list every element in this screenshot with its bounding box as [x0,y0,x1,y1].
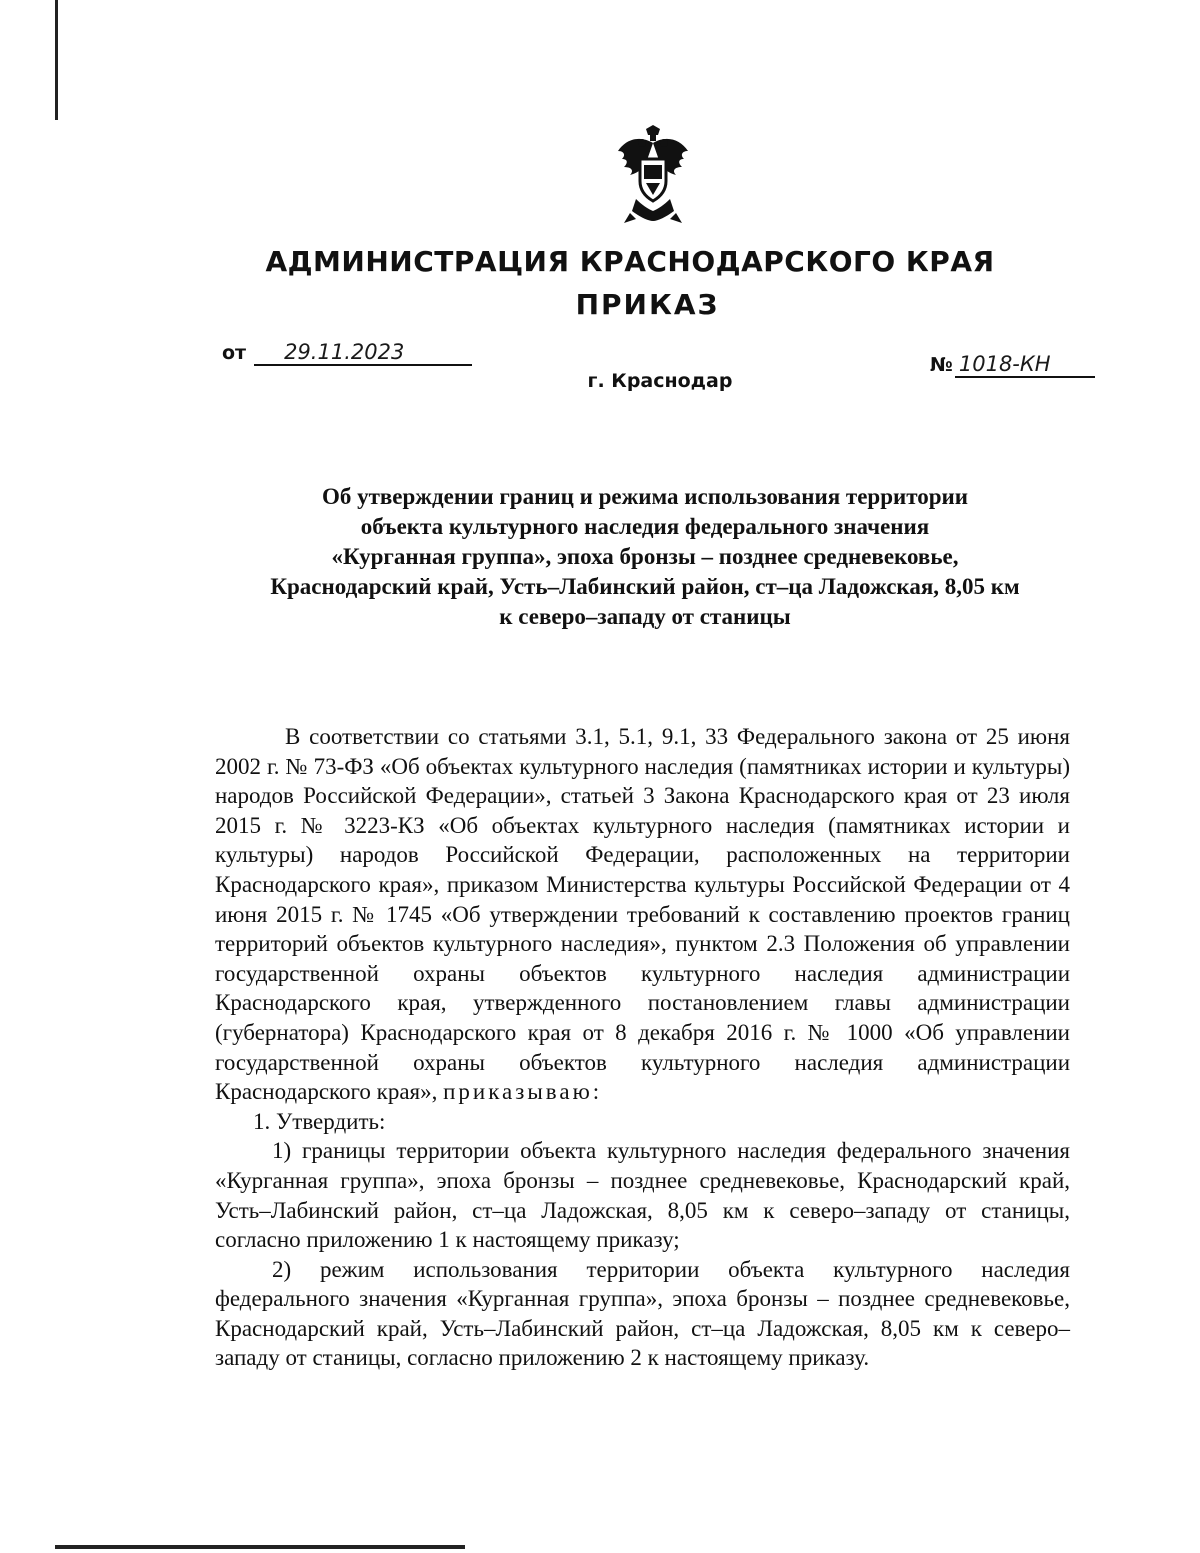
date-field [222,340,472,366]
coat-of-arms-icon [612,125,694,225]
scan-edge-line [55,0,58,120]
agency-name: АДМИНИСТРАЦИЯ КРАСНОДАРСКОГО КРАЯ [265,245,995,278]
title-line: объекта культурного наследия федерального значения [360,514,930,539]
item-1: 1. Утвердить: [253,1108,386,1134]
preamble-paragraph [215,722,1070,1107]
subitem-2: 2) режим использования территории объекта культурного наследия федерального значения «Курганная группа», эпоха бронзы – позднее средневековье, Краснодарский край, Усть–Лабинский район, ст–ца Ладожская, 8,05 км к северо–западу от станицы, согласно приложению 2 к настоящему приказу. [215,1256,1070,1371]
title-line: Краснодарский край, Усть–Лабинский район, ст–ца Ладожская, 8,05 км [270,574,1020,599]
title-line: «Курганная группа», эпоха бронзы – позднее средневековье, [331,544,959,569]
document-type: ПРИКАЗ [575,288,720,321]
preamble-text: В соответствии со статьями 3.1, 5.1, 9.1, 33 Федерального закона от 25 июня 2002 г. № 73-ФЗ «Об объектах культурного наследия (памятниках истории и культуры) народов Российской Федерации», статьей 3 Закона Краснодарского края от 23 июля 2015 г. № 3223-КЗ «Об объектах культурного наследия (памятниках истории и культуры) народов Российской Федерации, расположенных на территории Краснодарского края», приказом Министерства культуры Российской Федерации от 4 июня 2015 г. № 1745 «Об утверждении требований к составлению проектов границ территорий объектов культурного наследия», пунктом 2.3 Положения об управлении государственной охраны объектов культурного наследия администрации Краснодарского края, утвержденного постановлением главы администрации (губернатора) Краснодарского края от 8 декабря 2016 г. № 1000 «Об управлении государственной охраны объектов культурного наследия администрации Краснодарского края», [215,724,1070,1105]
title-line: к северо–западу от станицы [499,604,791,629]
date-value: 29.11.2023 [254,340,472,366]
number-value: 1018-КН [955,352,1095,378]
subitem-1: 1) границы территории объекта культурного наследия федерального значения «Курганная группа», эпоха бронзы – позднее средневековье, Краснодарский край, Усть–Лабинский район, ст–ца Ладожская, 8,05 км к северо–западу от станицы, согласно приложению 1 к настоящему приказу; [215,1138,1070,1253]
scan-bottom-line [55,1545,465,1549]
title-line: Об утверждении границ и режима использования территории [321,484,969,509]
document-body [215,722,1070,1373]
number-prefix: № [930,354,953,376]
document-title [210,482,1080,632]
order-word: приказываю: [443,1079,603,1105]
city: г. Краснодар [587,370,733,392]
date-prefix: от [222,342,247,364]
